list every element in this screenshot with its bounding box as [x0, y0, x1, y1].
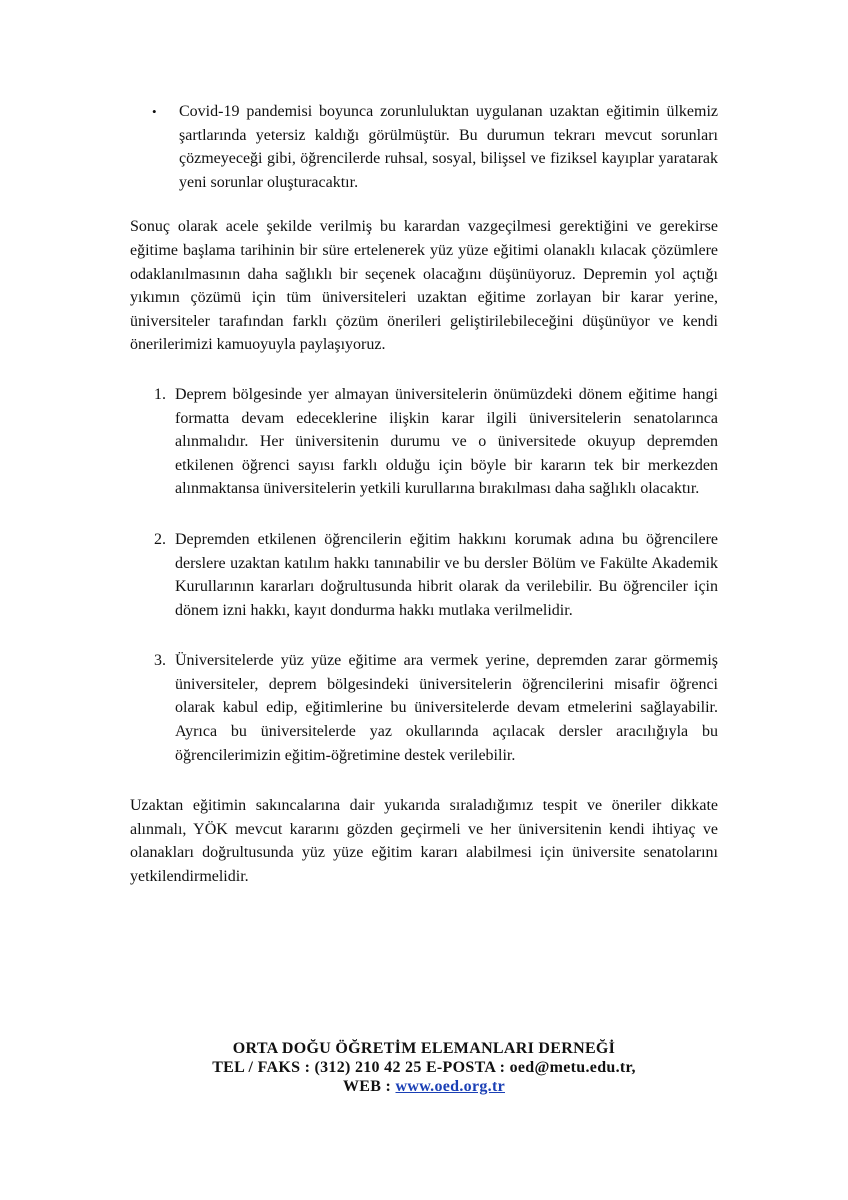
proposal-text: Üniversitelerde yüz yüze eğitime ara vermek yerine, depremden zarar görmemiş üniversiteler, deprem bölgesindeki üniversitelerin öğrencilerini misafir öğrenci olarak kabul edip, eğitimlerine bu üniversitelerde devam etmelerini sağlayabilir. Ayrıca bu üniversitelerde yaz okullarında açılacak dersler aracılığıyla bu öğrencilerimizin eğitim-öğretimine destek verilebilir.: [175, 652, 718, 764]
footer-web-line: [0, 1077, 848, 1096]
document-footer: [0, 1039, 848, 1096]
proposal-text: Depremden etkilenen öğrencilerin eğitim hakkını korumak adına bu öğrencilere derslere uzaktan katılım hakkı tanınabilir ve bu dersler Bölüm ve Fakülte Akademik Kurullarının kararları doğrultusunda hibrit olarak da verilebilir. Bu öğrenciler için dönem izni hakkı, kayıt dondurma hakkı mutlaka verilmelidir.: [175, 530, 718, 619]
proposal-number: 2.: [154, 530, 166, 548]
proposal-text: Deprem bölgesinde yer almayan üniversitelerin önümüzdeki dönem eğitime hangi formatta devam edeceklerine ilişkin karar ilgili üniversitelerin senatolarınca alınmalıdır. Her üniversitenin durumu ve o üniversitede okuyup depremden etkilenen öğrenci sayısı farklı olduğu için böyle bir kararın tek bir merkezden alınmaktansa üniversitelerin yetkili kurullarına bırakılması daha sağlıklı olacaktır.: [175, 385, 718, 498]
bullet-text: Covid-19 pandemisi boyunca zorunluluktan uygulanan uzaktan eğitimin ülkemiz şartlarında yetersiz kaldığı görülmüştür. Bu durumun tekrarı mevcut sorunları çözmeyeceği gibi, öğrencilerde ruhsal, sosyal, bilişsel ve fiziksel kayıplar yaratarak yeni sorunlar oluşturacaktır.: [179, 103, 718, 191]
paragraph-closing: Uzaktan eğitimin sakıncalarına dair yukarıda sıraladığımız tespit ve öneriler dikkate alınmalı, YÖK mevcut kararını gözden geçirmeli ve her üniversitenin kendi ihtiyaç ve olanakları doğrultusunda yüz yüze eğitim kararı alabilmesi için üniversite senatolarını yetkilendirmelidir.: [130, 797, 718, 886]
proposal-number: 1.: [154, 385, 166, 403]
proposal-list: [130, 383, 718, 767]
proposal-item-3: [130, 649, 718, 767]
bullet-item-covid: [130, 100, 718, 194]
footer-email: oed@metu.edu.tr: [509, 1059, 632, 1076]
paragraph-conclusion: Sonuç olarak acele şekilde verilmiş bu karardan vazgeçilmesi gerektiğini ve gerekirse eğitime başlama tarihinin bir süre ertelenerek yüz yüze eğitimi olanaklı kılacak çözümlere odaklanılmasının daha sağlıklı bir seçenek olacağını düşünüyoruz. Depremin yol açtığı yıkımın çözümü için tüm üniversiteleri uzaktan eğitime zorlayan bir karar yerine, üniversiteler tarafından farklı çözüm önerileri geliştirilebileceğini düşünüyor ve kendi önerilerimizi kamuoyuyla paylaşıyoruz.: [130, 218, 718, 354]
footer-web-separator: :: [381, 1078, 396, 1095]
proposal-number: 3.: [154, 652, 166, 670]
footer-contact-line: [0, 1058, 848, 1077]
footer-web-label: WEB: [343, 1078, 382, 1095]
footer-contact-label: TEL / FAKS : (312) 210 42 25 E-POSTA :: [212, 1059, 510, 1076]
proposal-item-2: [130, 528, 718, 622]
document-body: [130, 100, 718, 889]
footer-web-link[interactable]: www.oed.org.tr: [395, 1078, 505, 1095]
bullet-icon: •: [152, 104, 157, 119]
footer-contact-suffix: ,: [631, 1059, 636, 1076]
proposal-item-1: [130, 383, 718, 501]
footer-org-name: ORTA DOĞU ÖĞRETİM ELEMANLARI DERNEĞİ: [232, 1040, 616, 1057]
